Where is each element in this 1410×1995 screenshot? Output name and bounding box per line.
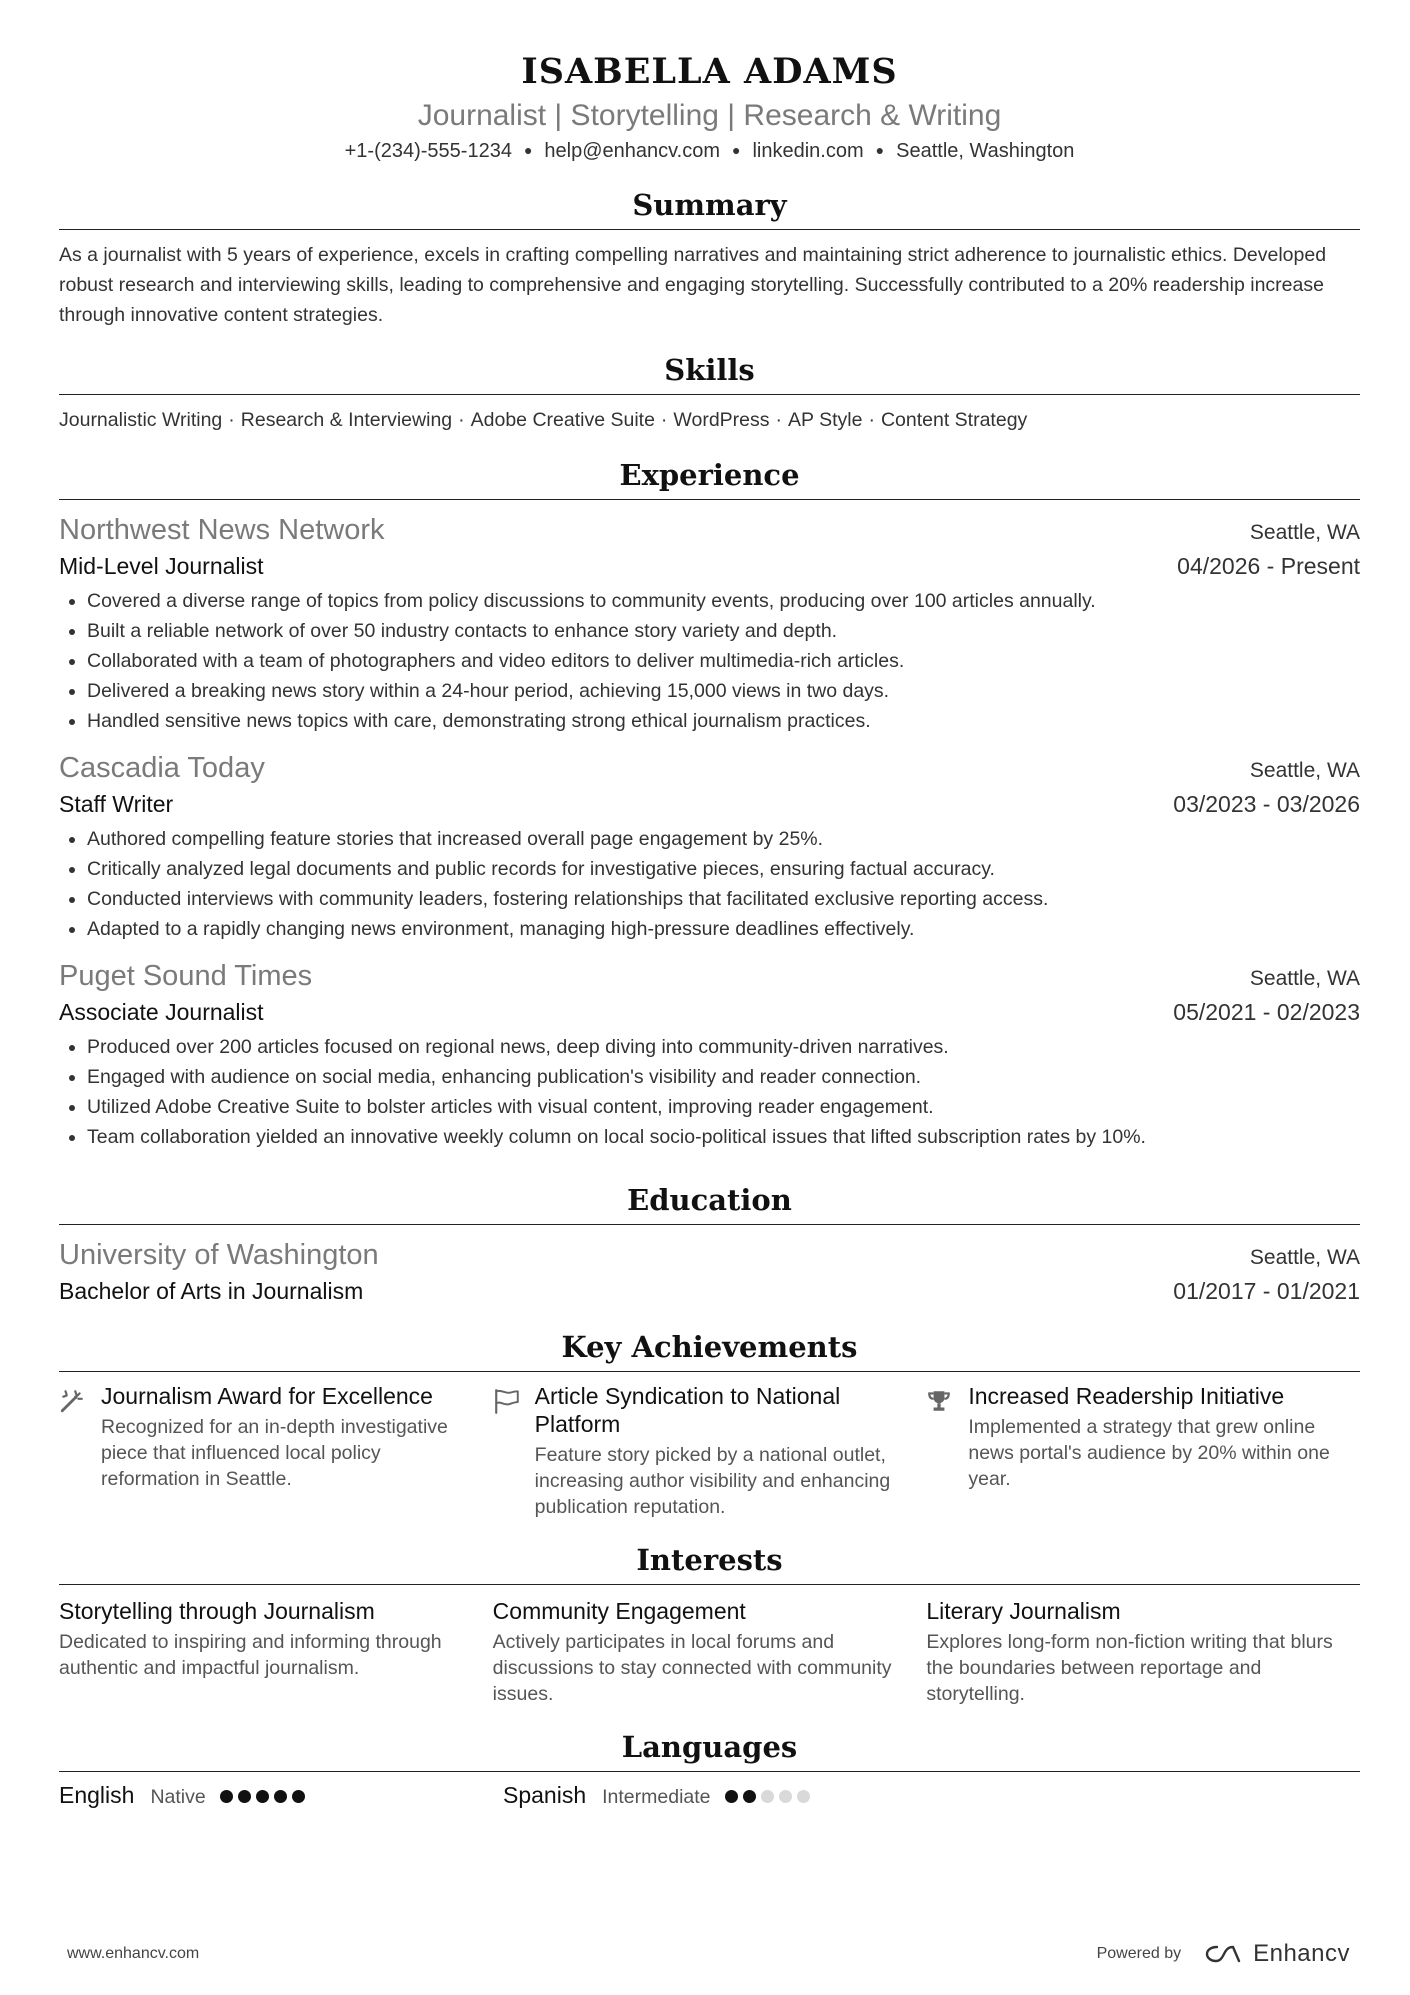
education-dates: 01/2017 - 01/2021: [1173, 1278, 1360, 1304]
section-title-experience: Experience: [59, 455, 1360, 500]
skill-item: WordPress: [673, 409, 770, 431]
trophy-icon: [926, 1382, 968, 1520]
rating-dot-empty: [779, 1790, 792, 1803]
achievement-item: [59, 1382, 493, 1520]
job-bullet: • Handled sensitive news topics with care, demonstrating strong ethical journalism practices.: [87, 706, 1360, 736]
interest-desc: Explores long-form non-fiction writing that blurs the boundaries between reportage and storytelling.: [926, 1631, 1333, 1705]
candidate-name: ISABELLA ADAMS: [521, 51, 898, 92]
rating-dot-filled: [725, 1790, 738, 1803]
interest-item: [493, 1595, 927, 1707]
rating-dot-filled: [220, 1790, 233, 1803]
separator-dot: ●: [875, 142, 885, 158]
section-title-interests: Interests: [59, 1540, 1360, 1585]
languages-section: [59, 1727, 1360, 1809]
rating-dot-filled: [743, 1790, 756, 1803]
job-bullet: • Covered a diverse range of topics from policy discussions to community events, producing over 100 articles annually.: [87, 586, 1360, 616]
skill-separator: ·: [868, 409, 875, 431]
job-bullet: • Adapted to a rapidly changing news environment, managing high-pressure deadlines effectively.: [87, 914, 1360, 944]
flag-icon: [493, 1382, 535, 1520]
section-title-education: Education: [59, 1180, 1360, 1225]
language-item: [503, 1782, 947, 1809]
experience-entry: [59, 510, 1360, 736]
school-name: University of Washington: [59, 1239, 379, 1271]
achievement-item: [926, 1382, 1360, 1520]
job-bullets: [59, 586, 1360, 736]
skill-separator: ·: [458, 409, 465, 431]
language-level: Native: [150, 1786, 206, 1808]
job-bullet: • Engaged with audience on social media, enhancing publication's visibility and reader connection.: [87, 1062, 1360, 1092]
enhancv-logo-icon: [1203, 1942, 1243, 1966]
job-title: Staff Writer: [59, 791, 174, 817]
headline: Journalist | Storytelling | Research & Writing: [417, 99, 1002, 132]
company-name: Cascadia Today: [59, 752, 265, 784]
skill-separator: ·: [228, 409, 235, 431]
job-location: Seattle, WA: [1249, 759, 1360, 782]
skill-item: Content Strategy: [880, 409, 1028, 431]
skills-list: [59, 405, 1360, 435]
interest-title: Storytelling through Journalism: [59, 1598, 375, 1624]
contact-linkedin[interactable]: linkedin.com: [752, 140, 864, 162]
skill-separator: ·: [660, 409, 668, 431]
magic-wand-icon: [59, 1382, 101, 1520]
company-name: Northwest News Network: [59, 514, 385, 546]
job-dates: 03/2023 - 03/2026: [1173, 791, 1360, 817]
job-bullet: • Critically analyzed legal documents and public records for investigative pieces, ensuring factual accuracy.: [87, 854, 1360, 884]
powered-by-label: Powered by: [1096, 1945, 1182, 1962]
language-rating: [220, 1790, 305, 1803]
interest-item: [926, 1595, 1360, 1707]
interest-title: Community Engagement: [492, 1598, 746, 1624]
section-title-languages: Languages: [59, 1727, 1360, 1772]
job-title: Associate Journalist: [59, 999, 264, 1025]
section-title-skills: Skills: [59, 350, 1360, 395]
language-item: [59, 1782, 503, 1809]
brand-name[interactable]: Enhancv: [1253, 1940, 1350, 1967]
job-dates: 05/2021 - 02/2023: [1173, 999, 1360, 1025]
summary-section: [59, 185, 1360, 330]
job-bullet: • Collaborated with a team of photographers and video editors to deliver multimedia-rich articles.: [87, 646, 1360, 676]
rating-dot-filled: [238, 1790, 251, 1803]
section-title-summary: Summary: [59, 185, 1360, 230]
job-bullet: • Team collaboration yielded an innovative weekly column on local socio-political issues that lifted subscription rates by 10%.: [87, 1122, 1360, 1152]
rating-dot-empty: [761, 1790, 774, 1803]
interest-title: Literary Journalism: [926, 1598, 1121, 1624]
skill-item: Research & Interviewing: [240, 409, 453, 431]
job-dates: 04/2026 - Present: [1177, 553, 1360, 579]
summary-text: As a journalist with 5 years of experience, excels in crafting compelling narratives and maintaining strict adherence to journalistic ethics. Developed robust research and interviewing skills, leading to comprehensive and engaging storytelling. Successfully contributed to a 20% readership increase through innovative content strategies.: [59, 244, 1327, 326]
rating-dot-filled: [256, 1790, 269, 1803]
language-name: Spanish: [503, 1782, 587, 1808]
job-location: Seattle, WA: [1249, 521, 1360, 544]
rating-dot-filled: [274, 1790, 287, 1803]
skill-item: Journalistic Writing: [59, 409, 223, 431]
education-section: [59, 1180, 1360, 1307]
job-bullet: • Delivered a breaking news story within a 24-hour period, achieving 15,000 views in two days.: [87, 676, 1360, 706]
footer-url[interactable]: www.enhancv.com: [67, 1945, 200, 1962]
job-title: Mid-Level Journalist: [59, 553, 264, 579]
language-name: English: [59, 1782, 135, 1808]
experience-section: [59, 455, 1360, 1152]
achievement-title: Journalism Award for Excellence: [101, 1383, 433, 1409]
achievement-title: Increased Readership Initiative: [968, 1383, 1285, 1409]
contact-phone: +1-(234)-555-1234: [344, 140, 512, 162]
experience-entry: [59, 748, 1360, 944]
achievement-title: Article Syndication to National Platform: [534, 1383, 841, 1437]
language-level: Intermediate: [602, 1786, 711, 1808]
skill-item: Adobe Creative Suite: [470, 409, 655, 431]
company-name: Puget Sound Times: [59, 960, 313, 992]
interests-section: [59, 1540, 1360, 1707]
contact-email[interactable]: help@enhancv.com: [544, 140, 721, 162]
job-bullet: • Conducted interviews with community leaders, fostering relationships that facilitated exclusive reporting access.: [87, 884, 1360, 914]
footer: [67, 1940, 1350, 1968]
language-rating: [725, 1790, 810, 1803]
job-bullet: • Authored compelling feature stories that increased overall page engagement by 25%.: [87, 824, 1360, 854]
school-location: Seattle, WA: [1249, 1246, 1360, 1269]
contact-line: [59, 136, 1360, 165]
degree: Bachelor of Arts in Journalism: [59, 1278, 364, 1304]
job-bullets: [59, 824, 1360, 944]
separator-dot: ●: [523, 142, 533, 158]
achievement-item: [493, 1382, 927, 1520]
job-bullets: [59, 1032, 1360, 1152]
job-bullet: • Utilized Adobe Creative Suite to bolster articles with visual content, improving reader engagement.: [87, 1092, 1360, 1122]
resume-header: [59, 48, 1360, 165]
achievement-desc: Feature story picked by a national outlet, increasing author visibility and enhancing publication reputation.: [534, 1444, 891, 1518]
job-bullet: • Built a reliable network of over 50 industry contacts to enhance story variety and depth.: [87, 616, 1360, 646]
job-bullet: • Produced over 200 articles focused on regional news, deep diving into community-driven narratives.: [87, 1032, 1360, 1062]
interest-desc: Actively participates in local forums and discussions to stay connected with community issues.: [492, 1631, 892, 1705]
skill-separator: ·: [775, 409, 783, 431]
interest-desc: Dedicated to inspiring and informing through authentic and impactful journalism.: [59, 1631, 442, 1679]
skills-section: [59, 350, 1360, 435]
achievement-desc: Recognized for an in-depth investigative piece that influenced local policy reformation in Seattle.: [101, 1416, 448, 1490]
skill-item: AP Style: [788, 409, 863, 431]
rating-dot-filled: [292, 1790, 305, 1803]
resume-page: [59, 48, 1360, 1809]
contact-location: Seattle, Washington: [896, 140, 1075, 162]
job-location: Seattle, WA: [1249, 967, 1360, 990]
achievement-desc: Implemented a strategy that grew online news portal's audience by 20% within one year.: [968, 1416, 1330, 1490]
rating-dot-empty: [797, 1790, 810, 1803]
achievements-section: [59, 1327, 1360, 1520]
experience-entry: [59, 956, 1360, 1152]
separator-dot: ●: [732, 142, 741, 158]
section-title-achievements: Key Achievements: [59, 1327, 1360, 1372]
powered-by: [1097, 1940, 1350, 1968]
interest-item: [59, 1595, 493, 1707]
